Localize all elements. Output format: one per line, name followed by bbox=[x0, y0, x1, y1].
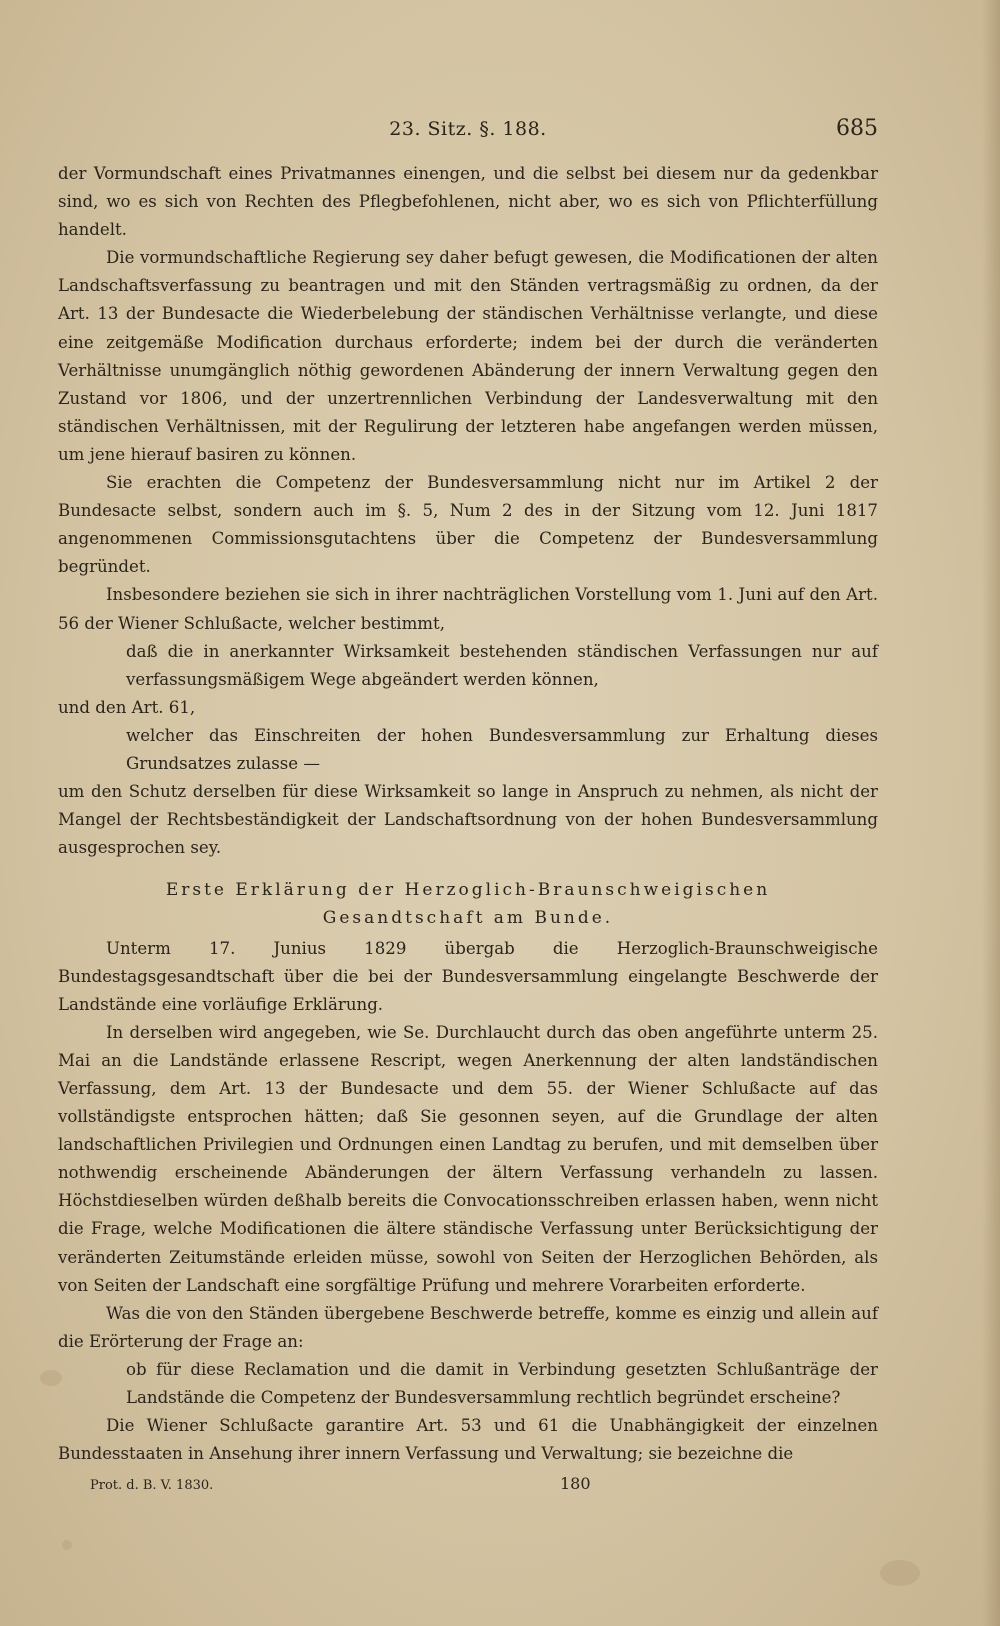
paragraph: Die Wiener Schlußacte garantire Art. 53 und 61 die Unabhängigkeit der einzelnen Bundesstaaten in Ansehung ihrer innern Verfassung und Verwaltung; sie bezeichne die bbox=[58, 1416, 878, 1464]
page-header bbox=[58, 112, 878, 152]
paragraph: der Vormundschaft eines Privatmannes einengen, und die selbst bei diesem nur da gedenkbar sind, wo es sich von Rechten des Pflegbefohlenen, nicht aber, wo es sich von Pflichterfüllung handelt. bbox=[58, 164, 878, 240]
paragraph: und den Art. 61, bbox=[58, 697, 196, 717]
signature-mark: Prot. d. B. V. 1830. bbox=[90, 1478, 214, 1493]
paper-stain bbox=[880, 1560, 920, 1586]
paragraph: Unterm 17. Junius 1829 übergab die Herzoglich-Braunschweigische Bundestagsgesandtschaft über die bei der Bundesversammlung eingelangte Beschwerde der Landstände eine vorläufige Erklärung. bbox=[58, 938, 878, 1014]
paragraph: Insbesondere beziehen sie sich in ihrer nachträglichen Vorstellung vom 1. Juni auf den Art. 56 der Wiener Schlußacte, welcher bestimmt, bbox=[58, 585, 878, 633]
paragraph: Was die von den Ständen übergebene Beschwerde betreffe, komme es einzig und allein auf die Erörterung der Frage an: bbox=[58, 1303, 878, 1351]
page-edge-shadow bbox=[982, 0, 1000, 1626]
paragraph: Die vormundschaftliche Regierung sey daher befugt gewesen, die Modificationen der alten Landschaftsverfassung zu beantragen und mit den Ständen vertragsmäßig zu ordnen, da der Art. 13 der Bundesacte die Wiederbelebung der ständischen Verhältnisse verlangte, und diese eine zeitgemäße Modification durchaus erforderte; indem bei der durch die veränderten Verhältnisse unumgänglich nöthig gewordenen Abänderung der innern Verwaltung gegen den Zustand vor 1806, und der unzertrennlichen Verbindung der Landesverwaltung mit den ständischen Verhältnissen, mit der Regulirung der letzteren habe angefangen werden müssen, um jene hierauf basiren zu können. bbox=[58, 248, 878, 464]
section-heading-line1: Erste Erklärung der Herzoglich-Braunschweigischen bbox=[165, 880, 771, 901]
quoted-article: welcher das Einschreiten der hohen Bundesversammlung zur Erhaltung dieses Grundsatzes zulasse — bbox=[126, 725, 878, 773]
paragraph: Sie erachten die Competenz der Bundesversammlung nicht nur im Artikel 2 der Bundesacte selbst, sondern auch im §. 5, Num 2 des in der Sitzung vom 12. Juni 1817 angenommenen Commissionsgutachtens über die Competenz der Bundesversammlung begründet. bbox=[58, 473, 878, 577]
page-body bbox=[58, 160, 878, 1468]
paragraph: um den Schutz derselben für diese Wirksamkeit so lange in Anspruch zu nehmen, als nicht der Mangel der Rechtsbeständigkeit der Landschaftsordnung von der hohen Bundesversammlung ausgesprochen sey. bbox=[58, 782, 878, 858]
running-head: 23. Sitz. §. 188. bbox=[389, 118, 547, 140]
quoted-question: ob für diese Reclamation und die damit in Verbindung gesetzten Schlußanträge der Landstände die Competenz der Bundesversammlung rechtlich begründet erscheine? bbox=[126, 1359, 878, 1408]
sheet-number: 180 bbox=[560, 1474, 591, 1493]
paper-stain bbox=[62, 1540, 72, 1550]
quoted-article: daß die in anerkannter Wirksamkeit bestehenden ständischen Verfassungen nur auf verfassungsmäßigem Wege abgeändert werden können, bbox=[126, 641, 878, 689]
paragraph: In derselben wird angegeben, wie Se. Durchlaucht durch das oben angeführte unterm 25. Mai an die Landstände erlassene Rescript, wegen Anerkennung der alten landständischen Verfassung, dem Art. 13 der Bundesacte und dem 55. der Wiener Schlußacte auf das vollständigste entsprochen hätten; daß Sie gesonnen seyen, auf die Grundlage der alten landschaftlichen Privilegien und Ordnungen einen Landtag zu berufen, und mit demselben über nothwendig erscheinende Abänderungen der ältern Verfassung verhandeln zu lassen. Höchstdieselben würden deßhalb bereits die Convocationsschreiben erlassen haben, wenn nicht die Frage, welche Modificationen die ältere ständische Verfassung unter Berücksichtigung der veränderten Zeitumstände erleiden müsse, sowohl von Seiten der Herzoglichen Behörden, als von Seiten der Landschaft eine sorgfältige Prüfung und mehrere Vorarbeiten erforderte. bbox=[58, 1022, 878, 1295]
page-number: 685 bbox=[836, 116, 878, 141]
section-heading-line2: Gesandtschaft am Bunde. bbox=[322, 908, 614, 929]
page-footer bbox=[90, 1474, 790, 1504]
